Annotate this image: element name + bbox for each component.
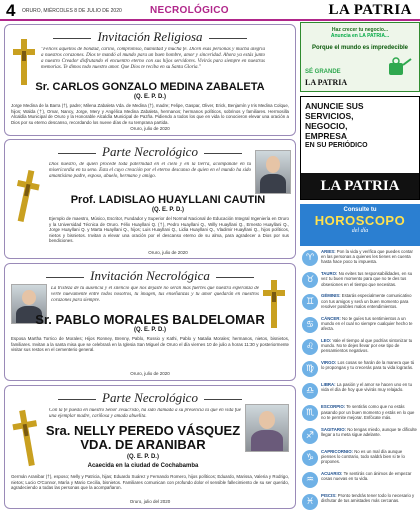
notice-3 <box>4 263 296 381</box>
ad2-line4: EMPRESA <box>305 131 348 141</box>
notice-1-name: Sr. CARLOS GONZALO MEDINA ZABALETA <box>35 81 265 93</box>
notice-4 <box>4 385 296 509</box>
horoscope-sign <box>300 448 420 470</box>
deceased-photo <box>245 404 289 452</box>
sign-forecast: No es un mal día aunque pienses lo contrario, todo saldrá bien si te lo propones. <box>321 448 405 465</box>
advertise-ad <box>300 96 420 200</box>
zodiac-icon: ♒ <box>302 472 318 488</box>
horoscope-sign <box>300 337 420 359</box>
sign-name: SAGITARIO: <box>321 426 346 432</box>
sign-text <box>321 382 418 392</box>
ad2-brand: LA PATRIA <box>301 173 419 199</box>
page-date: ORURO, MIÉRCOLES 8 DE JULIO DE 2020 <box>22 8 122 14</box>
sign-forecast: Vale el tiempo al que podrías sintonizar tu mundo. No te dejes llevar por ese tipo de pensamientos negativos. <box>321 337 413 354</box>
sign-forecast: Te sentirás con ánimos de empezar cosas nuevas en tu vida. <box>321 471 412 482</box>
notice-1-title: Invitación Religiosa <box>5 29 295 45</box>
sign-forecast: Te sentirás como que no estás pasando por un buen momento y estás en lo que no te permite mejorar. Enfócate más. <box>321 404 415 420</box>
notice-4-place: Acaecida en la ciudad de Cochabamba <box>87 463 199 469</box>
notice-4-quote: Con la fe puesta en nuestro Señor Jesucristo, ha sido llamada a su presencia la que en vida fue una ejemplar madre, cariñosa y amada abuelita. <box>49 408 241 419</box>
zodiac-icon: ♑ <box>302 450 318 466</box>
section-title: NECROLÓGICO <box>150 5 229 16</box>
sign-name: ARIES: <box>321 249 336 254</box>
horoscope-sign <box>300 492 420 513</box>
zodiac-icon: ♌ <box>302 339 318 355</box>
zodiac-icon: ♈ <box>302 250 318 266</box>
notice-2-title: Parte Necrológico <box>5 144 295 160</box>
ad1-line5: LA PATRIA <box>305 78 348 87</box>
ad1-line4: SÉ GRANDE <box>305 69 341 75</box>
ad1-line3: Porque el mundo es impredecible <box>311 45 409 51</box>
cross-icon <box>8 406 46 470</box>
notice-4-name: Sra. NELLY PEREDO VÁSQUEZ VDA. DE ARANIBAR <box>45 423 241 452</box>
sign-forecast: No tengas miedo, aunque te dificulte llegar a tu meta sigue adelante. <box>321 426 417 437</box>
notice-3-name: Sr. PABLO MORALES BALDELOMAR <box>35 312 265 327</box>
sign-forecast: Pronto tendrás tener todo lo necesario y disfrutar de tus amistades más cercanas. <box>321 493 415 504</box>
notice-1 <box>4 24 296 136</box>
horoscope-sign <box>300 426 420 448</box>
sign-forecast: La pasión y el amor se hacen uno en tu vida el día de hoy que vivirás muy relajado. <box>321 382 413 393</box>
zodiac-icon: ♉ <box>302 272 318 288</box>
sign-text <box>321 471 418 481</box>
notice-2-name: Prof. LADISLAO HUAYLLANI CAUTIN <box>70 194 266 206</box>
sign-forecast: No evites tus responsabilidades, en su vez tu buen momento para que no te des tus obsesiones en el tiempo que necesitas. <box>321 271 413 287</box>
horoscope-top: Consulte tu <box>343 207 377 213</box>
horoscope-sub: del día <box>351 228 369 234</box>
horoscope-sign <box>300 359 420 381</box>
right-column <box>300 22 420 513</box>
sign-text <box>321 249 418 265</box>
notice-1-body: Jorge Medina de la Barra (†), padre; Milena Zabaleta Vda. de Medina (†), madre; Felipe, Gaspar, Oliver, Erick, Benjamín y Iris Medina Colque, hijos; Walda (†), Omar, Nancy, Jorge, Mery y Angélica Medina Zabaleta, hermanos; hermanos políticos, sobrinos y familiares. Hermosilla Alcaldía Municipal de Oruro y la Honorable Alcaldía Municipal de Pazña. Pidiendo a todos los que en vida lo conocieron elevar una oración a Dios por su eterno descanso, recordando los nueve días de su temprana partida. <box>11 103 289 125</box>
cross-icon <box>11 37 37 87</box>
sign-forecast: Estarás especialmente comunicativo con tus amigos y será un buen momento para resolver posibles malos entendimientos. <box>321 293 412 309</box>
notice-2 <box>4 139 296 259</box>
horoscope-header <box>300 204 420 246</box>
sign-name: CÁNCER: <box>321 315 341 321</box>
notice-3-title: Invitación Necrológica <box>5 268 295 284</box>
watering-can-icon <box>383 55 413 81</box>
sign-name: LEO: <box>321 337 332 343</box>
sign-text <box>321 493 418 503</box>
sign-name: PISCIS: <box>321 493 337 499</box>
sign-text <box>321 449 418 465</box>
sign-name: ESCORPIO: <box>321 404 346 410</box>
horoscope-sign <box>300 381 420 403</box>
zodiac-icon: ♐ <box>302 428 318 444</box>
zodiac-icon: ♎ <box>302 383 318 399</box>
page-number: 4 <box>6 1 16 20</box>
sign-forecast: No te guíes tus sentimientos a un mundo en el cual no siempre cualquier hecho te afecta. <box>321 315 413 331</box>
page-header <box>0 0 420 21</box>
notice-3-body: Esposa Martha Torrico de Morales; Hijos Ronney, Brenny, Pablo, Rossio y Kathi, Pablo y Natalia Morales; hermanos, nietos, bisnietos, familiares. Invitan a la santa misa que se celebrará en la Iglesia San Miguel de Oruro el día viernes 10 de julio a horas 11:30 y posteriormente visitar sus restos en el cementerio general. <box>11 336 289 353</box>
ad2-line3: NEGOCIO, <box>305 121 348 131</box>
horoscope-sign <box>300 403 420 425</box>
notice-3-quote: La tristeza de tu ausencia y el silencio que nos dejaste no serán más fuertes que nuestra esperanza de verte nuevamente entre todos nosotros, tu imagen, tus enseñanzas y tu amor quedarán en nuestros corazones para siempre. <box>51 286 259 303</box>
notice-3-rip: (Q. E. P. D.) <box>134 327 166 333</box>
notice-3-signature: Oruro, julio de 2020 <box>130 371 170 376</box>
sign-text <box>321 271 418 287</box>
zodiac-icon: ♋ <box>302 317 318 333</box>
ad2-line2: SERVICIOS, <box>305 111 354 121</box>
notice-2-quote: Dios nuestro, de quien procede toda paternidad en el cielo y en la tierra, acompáñale en tu misericordia en tu seno. Esta el cuyo creación por el eterno descanso de quien en el mundo ha sido amantísimo padre, esposo, abuelo, hermano y amigo. <box>49 162 251 179</box>
ad1-line2: Anuncia en LA PATRIA... <box>330 33 390 39</box>
zodiac-icon: ♊ <box>302 294 318 310</box>
sign-name: CAPRICORNIO: <box>321 448 353 454</box>
sign-text <box>321 316 418 332</box>
sign-text <box>321 338 418 354</box>
horoscope-sign <box>300 270 420 292</box>
sign-name: VIRGO: <box>321 360 337 365</box>
notice-2-rip: (Q. E. P. D.) <box>152 207 184 213</box>
sign-text <box>321 427 418 437</box>
grow-business-ad <box>300 22 420 92</box>
horoscope-panel <box>300 204 420 513</box>
sign-name: TAURO: <box>321 271 338 277</box>
notice-4-body: Germán Aranibar (†), esposo; Nelly y Patricia, hijas; Eduardo Suárez y Fernando Romero, hijos políticos; Eduardo, Marissa, Valeria y Rodrigo, nietos; Lucio O'Connor, María y Mario Cecilia, bisnietos. Familiares comunican con profundo dolor el sensible fallecimiento de su ser querido, agradeciendo a todas las personas que la acompañaron. <box>11 474 289 491</box>
notice-1-rip: (Q. E. P. D.) <box>134 94 166 100</box>
deceased-photo <box>255 150 291 194</box>
ad1-line1: Haz crecer tu negocio... <box>331 27 389 33</box>
sign-text <box>321 404 418 420</box>
sign-forecast: Pon la vida y verifica que puedes contar en las personas a quienes les tienes en cuenta hasta hace poco tu impuesta. <box>321 249 413 265</box>
notice-2-body: Ejemplo de maestro, Músico, Escritor, Fundador y Superior del Normal Nacional de Educación Integral Ingeniería en Oruro y la Universidad Técnica de Oruro. Félix Huayllani Q. (†), Pedro Huayllani Q., Willy Huayllani Q., Ernesto Huayllani Q., Jorge Huayllani Q. y Marta Huayllani Q., hijos; Luis Huayllani Q., Lidia Huayllani Q., Vladimir Huayllani Q., hijos políticos, nietos y bisnietos. Invitan a elevar una oración por el descanso eterno de su alma, para agradecer a Dios por sus bendiciones. <box>49 216 289 244</box>
horoscope-title: HOROSCOPO <box>314 213 406 228</box>
sign-forecast: Los cosas se harán de la manera que tú lo propongas y tu crecerás para tu vida lograrás. <box>321 360 415 371</box>
notice-4-title: Parte Necrológico <box>5 390 295 406</box>
notice-2-signature: Oruro, julio de 2020 <box>148 250 188 255</box>
horoscope-sign <box>300 292 420 314</box>
zodiac-icon: ♓ <box>302 494 318 510</box>
zodiac-icon: ♏ <box>302 405 318 421</box>
sign-text <box>321 293 418 309</box>
horoscope-sign <box>300 470 420 492</box>
sign-text <box>321 360 418 370</box>
notice-4-rip: (Q. E. P. D.) <box>127 454 159 460</box>
cross-icon <box>7 166 44 226</box>
horoscope-sign <box>300 248 420 270</box>
ad2-line1: ANUNCIE SUS <box>305 101 364 111</box>
sign-name: ACUARIO: <box>321 471 343 476</box>
notice-1-quote: "Felices aquellos de bondad, cariño, compromiso, humildad y mucha fe. Dicen esas personas y mucha alegría a nuestros corazones. Dios te mandó al mundo para un buen hombre, amor y sinceridad. Ahora ya estás junto a nuestro Creador disfrutando el encuentro eterno con sus hijos servidores. Vivirás para siempre en nuestras memorias. Te dimos todo nuestro amor. Que Dios te reciba en su Santa Gloria." <box>41 47 265 70</box>
ad2-line5: EN SU PERIÓDICO <box>305 142 368 149</box>
notice-1-signature: Oruro, julio de 2020 <box>130 126 170 131</box>
sign-name: LIBRA: <box>321 382 336 388</box>
notice-4-signature: Oruro, julio del 2020 <box>129 499 171 504</box>
sign-name: GÉMINIS: <box>321 293 341 299</box>
zodiac-icon: ♍ <box>302 361 318 377</box>
horoscope-sign <box>300 315 420 337</box>
newspaper-brand: LA PATRIA <box>328 2 412 18</box>
